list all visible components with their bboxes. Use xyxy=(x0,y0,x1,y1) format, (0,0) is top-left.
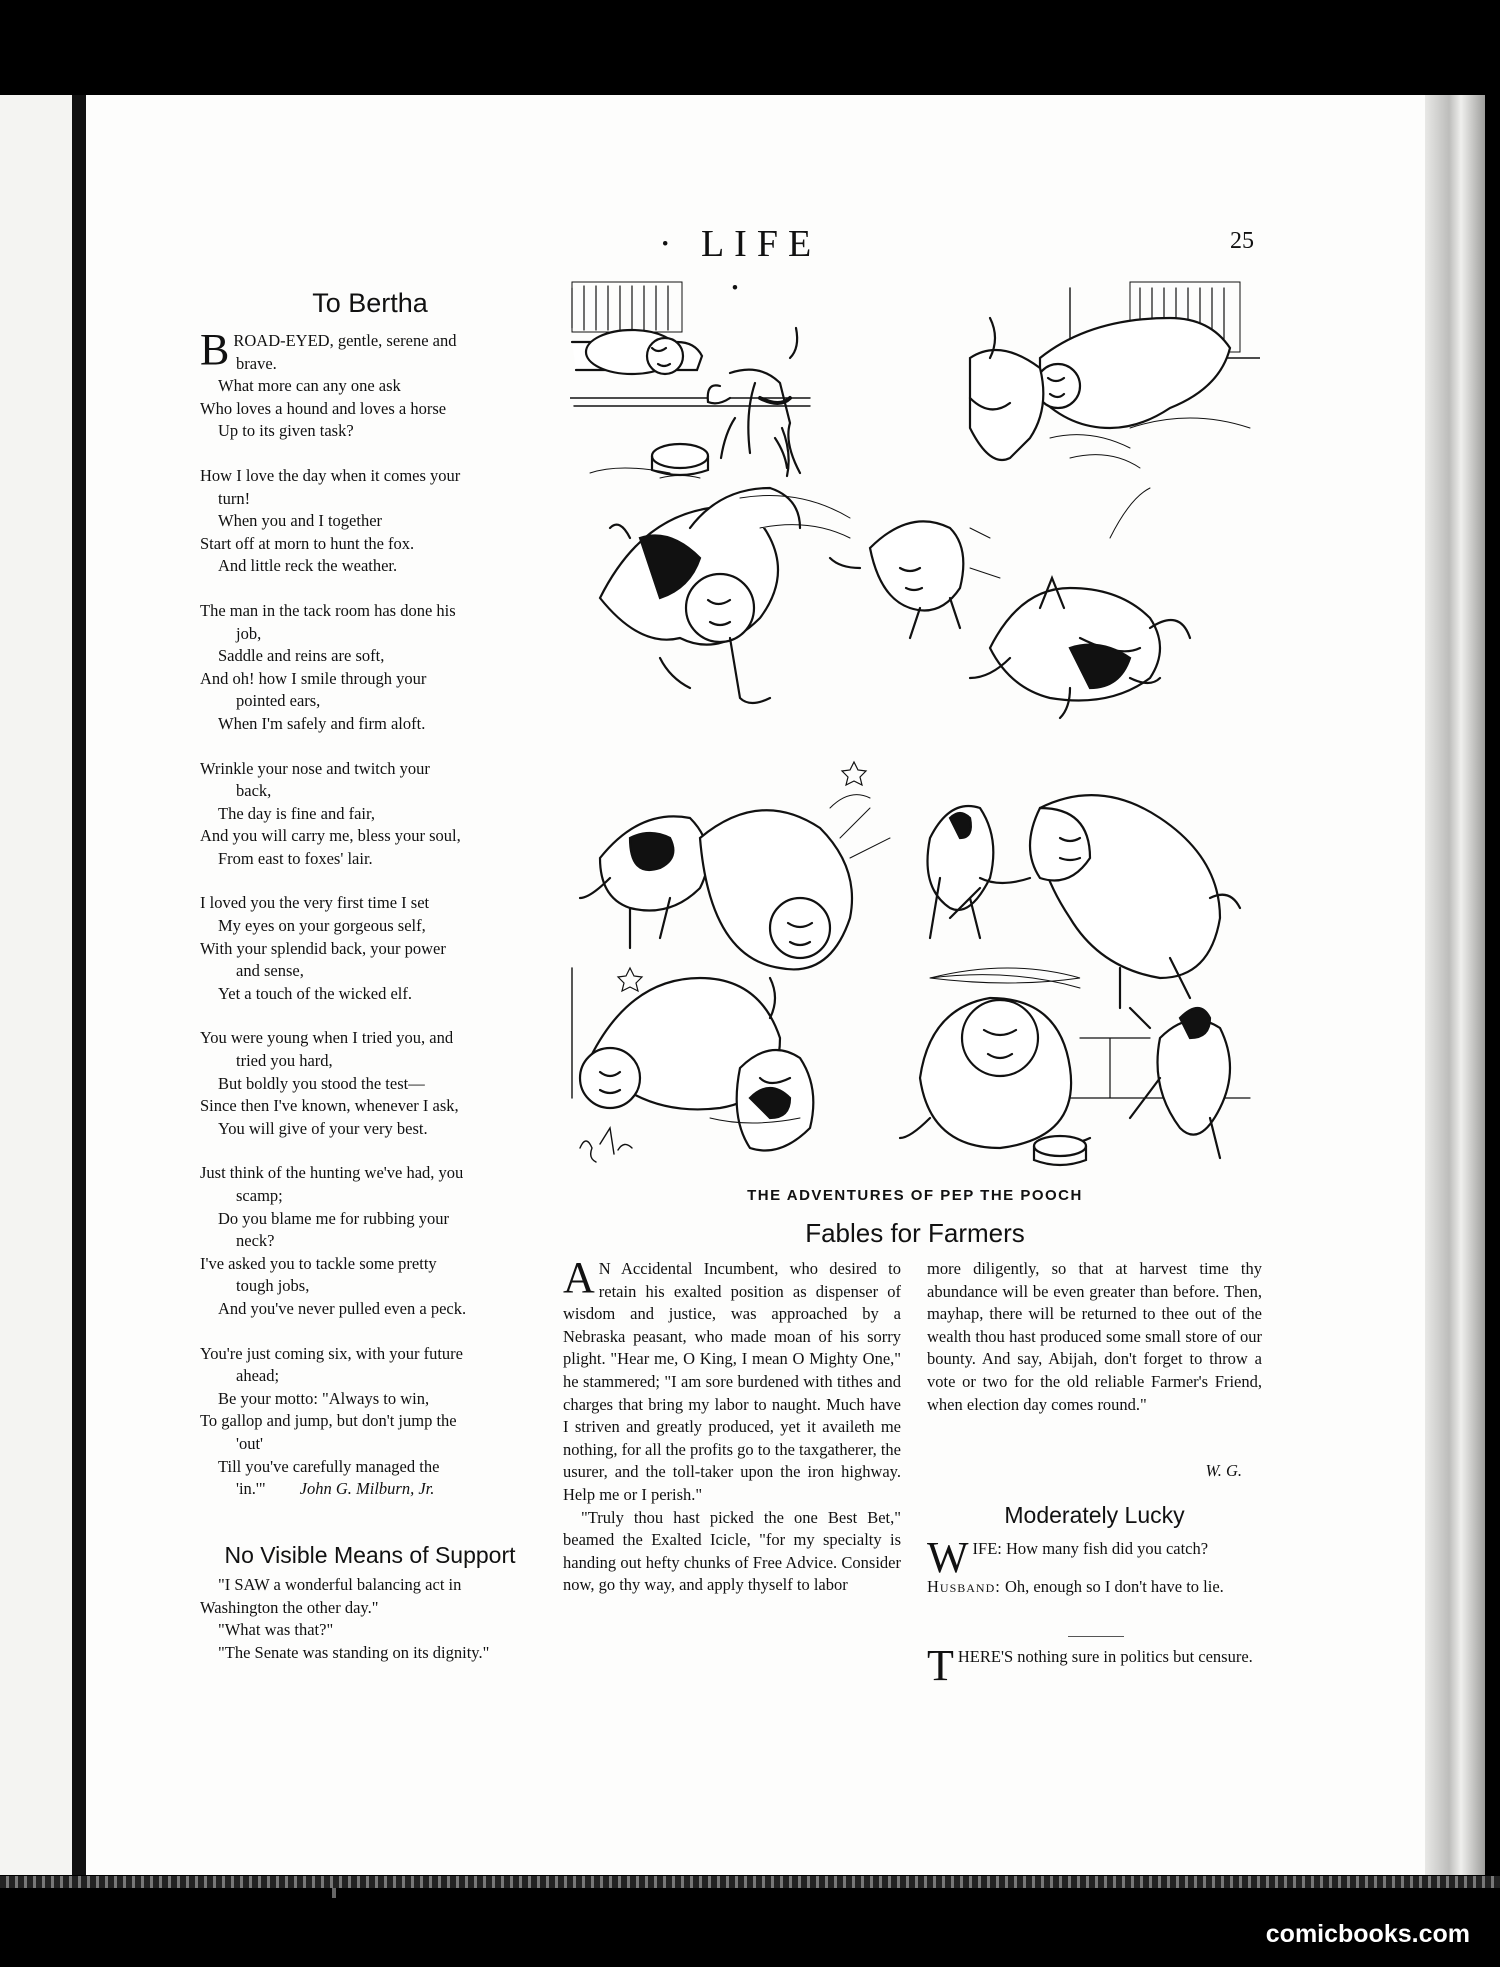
nvm-paragraph: "I SAW a wonderful balancing act in Washington the other day." xyxy=(200,1575,462,1617)
husband-line xyxy=(927,1576,1262,1599)
cartoon-panel xyxy=(830,488,1190,718)
epigram xyxy=(927,1641,1262,1690)
poem-line: neck? xyxy=(236,1231,275,1251)
poem-line: ahead; xyxy=(236,1366,280,1386)
fables-signature: W. G. xyxy=(1205,1461,1242,1480)
husband-text: Oh, enough so I don't have to lie. xyxy=(1004,1577,1224,1596)
poem-line: brave. xyxy=(236,353,277,373)
section-title-no-visible-means: No Visible Means of Support xyxy=(224,1542,516,1568)
poem-line: What more can any one ask xyxy=(218,376,401,396)
section-title-moderately-lucky: Moderately Lucky xyxy=(1004,1502,1185,1528)
no-visible-means-body xyxy=(200,1574,540,1664)
poem-line: turn! xyxy=(218,488,251,508)
fables-paragraph-text: N Accidental Incumbent, who desired to retain his exalted position as dispenser of wisdom and justice, was approached by a Nebraska peasant, who made moan of his sorry plight. "Hear me, O King, I mean O Mighty One," he stammered; "I am sore burdened with tithes and charges that bring my labor to naught. Much have I striven and greatly produced, yet it availeth me nothing, for all the profits go to the taxgatherer, the usurer, and the toll-taker upon the iron highway. Help me or I perish." xyxy=(563,1259,901,1504)
poem-line: Do you blame me for rubbing your xyxy=(218,1208,449,1228)
poem-stanza xyxy=(200,465,540,578)
poem-line: And oh! how I smile through your xyxy=(200,668,427,688)
poem-line: And little reck the weather. xyxy=(218,556,398,576)
poem-line: And you will carry me, bless your soul, xyxy=(200,826,461,846)
nvm-paragraph: "What was that?" xyxy=(218,1620,334,1640)
poem-line: Be your motto: "Always to win, xyxy=(218,1388,430,1408)
page-bottom-edge xyxy=(0,1876,1500,1888)
poem-line: tried you hard, xyxy=(236,1051,333,1071)
poem-line: And you've never pulled even a peck. xyxy=(218,1298,467,1318)
divider xyxy=(1068,1636,1124,1637)
poem-line: From east to foxes' lair. xyxy=(218,848,373,868)
poem-line: back, xyxy=(236,781,272,801)
poem-line: 'in.'" John G. Milburn, Jr. xyxy=(236,1479,435,1499)
nvm-paragraph: "The Senate was standing on its dignity." xyxy=(218,1642,490,1662)
poem-stanza xyxy=(200,1343,540,1501)
page-stack-edge xyxy=(1425,95,1485,1875)
speck xyxy=(332,1888,336,1898)
poem-stanza xyxy=(200,1027,540,1140)
cartoon-caption: THE ADVENTURES OF PEP THE POOCH xyxy=(747,1187,1083,1204)
cartoon-panel xyxy=(900,968,1250,1165)
poem-line: You will give of your very best. xyxy=(218,1118,428,1138)
poem-body xyxy=(200,325,540,1523)
poem-line: Since then I've known, whenever I ask, xyxy=(200,1096,459,1116)
poem-title: To Bertha xyxy=(312,288,428,318)
fables-paragraph: more diligently, so that at harvest time thy abundance will be even greater than before. Then, mayhap, there will be returned to thee out of the wealth thou hast produced some small store of our bounty. And say, Abijah, don't forget to throw a vote or two for the old reliable Farmer's Friend, when election day comes round." xyxy=(927,1259,1262,1414)
poem-stanza xyxy=(200,600,540,736)
poem-line: I've asked you to tackle some pretty xyxy=(200,1253,437,1273)
poem-line: You were young when I tried you, and xyxy=(200,1028,454,1048)
husband-label: Husband: xyxy=(927,1577,1001,1596)
poem-line: When you and I together xyxy=(218,511,383,531)
poem-stanza xyxy=(200,758,540,871)
cartoon-panel xyxy=(570,282,810,478)
poem-line: Yet a touch of the wicked elf. xyxy=(218,983,412,1003)
poem-line: Just think of the hunting we've had, you xyxy=(200,1163,464,1183)
poem-line: 'out' xyxy=(236,1433,264,1453)
poem-line: Up to its given task? xyxy=(218,421,354,441)
poem-line: tough jobs, xyxy=(236,1276,310,1296)
poem-line: and sense, xyxy=(236,961,304,981)
poem-line: To gallop and jump, but don't jump the xyxy=(200,1411,457,1431)
fables-column-1 xyxy=(563,1253,901,1597)
epigram-dropcap: T xyxy=(927,1641,954,1690)
page-number: 25 xyxy=(1230,228,1254,254)
poem-line: The man in the tack room has done his xyxy=(200,600,456,620)
poem-line: I loved you the very first time I set xyxy=(200,893,430,913)
poem-line: Start off at morn to hunt the fox. xyxy=(200,533,415,553)
poem-line: Till you've carefully managed the xyxy=(218,1456,440,1476)
cartoon-panel xyxy=(572,968,813,1151)
fables-column-2 xyxy=(927,1258,1262,1416)
poem-stanza xyxy=(200,325,540,443)
masthead: · LIFE · xyxy=(658,223,822,309)
poem-line: How I love the day when it comes your xyxy=(200,465,461,485)
poem-line: My eyes on your gorgeous self, xyxy=(218,916,426,936)
poem-stanza xyxy=(200,1162,540,1320)
fables-dropcap: A xyxy=(563,1253,595,1302)
poem-line: But boldly you stood the test— xyxy=(218,1073,425,1093)
poem-line: job, xyxy=(236,623,262,643)
fables-paragraph: "Truly thou hast picked the one Best Bet," beamed the Exalted Icicle, "for my specialty is handing out hefty chunks of Free Advice. Consider now, go thy way, and apply thyself to labor xyxy=(563,1507,901,1595)
poem-stanza xyxy=(200,892,540,1005)
cartoon-panel xyxy=(580,762,890,969)
cartoon-illustration xyxy=(570,278,1260,1173)
binding-shadow xyxy=(72,95,86,1875)
poem-line: pointed ears, xyxy=(236,691,321,711)
moderately-lucky-body xyxy=(927,1533,1262,1599)
poem-line: Saddle and reins are soft, xyxy=(218,646,385,666)
poem-line: Who loves a hound and loves a horse xyxy=(200,398,447,418)
watermark: comicbooks.com xyxy=(1265,1920,1470,1948)
epigram-text: HERE'S nothing sure in politics but censure. xyxy=(957,1647,1253,1666)
cartoon-panel xyxy=(970,282,1260,468)
section-title-fables: Fables for Farmers xyxy=(805,1218,1025,1248)
poem-line: The day is fine and fair, xyxy=(218,803,375,823)
poem-signature: John G. Milburn, Jr. xyxy=(299,1479,435,1499)
left-page-edge xyxy=(0,95,80,1875)
poem-dropcap: B xyxy=(200,325,230,374)
poem-line: You're just coming six, with your future xyxy=(200,1343,463,1363)
wife-dropcap: W xyxy=(927,1533,969,1582)
poem-line: With your splendid back, your power xyxy=(200,938,446,958)
wife-text: How many fish did you catch? xyxy=(1006,1539,1209,1558)
cartoon-panel xyxy=(600,488,850,703)
wife-line xyxy=(927,1533,1262,1582)
poem-line: BROAD-EYED, gentle, serene and xyxy=(200,325,457,374)
poem-line: scamp; xyxy=(236,1186,283,1205)
poem-line: When I'm safely and firm aloft. xyxy=(218,713,426,733)
poem-line: Wrinkle your nose and twitch your xyxy=(200,758,430,778)
wife-label: IFE: xyxy=(972,1539,1002,1558)
cartoon-panel xyxy=(928,795,1241,1008)
fables-paragraph xyxy=(563,1253,901,1507)
